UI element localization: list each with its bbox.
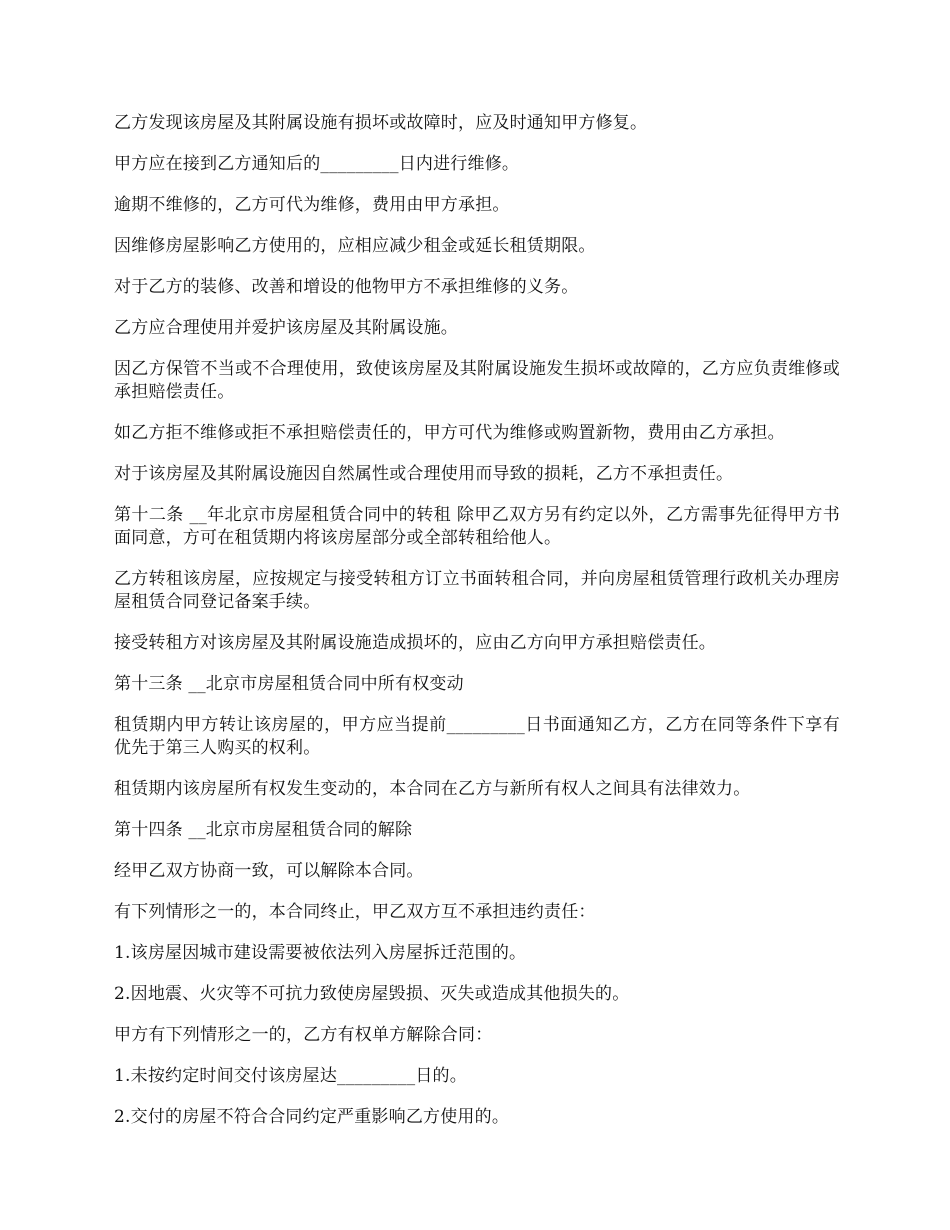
article-12-paragraph: 第十二条 __年北京市房屋租赁合同中的转租 除甲乙双方另有约定以外，乙方需事先征得甲方书面同意，方可在租赁期内将该房屋部分或全部转租给他人。: [114, 505, 840, 548]
paragraph: 经甲乙双方协商一致，可以解除本合同。: [114, 861, 424, 881]
paragraph: 对于该房屋及其附属设施因自然属性或合理使用而导致的损耗，乙方不承担责任。: [114, 464, 734, 484]
article-14-heading: 第十四条 __北京市房屋租赁合同的解除: [114, 820, 413, 840]
list-item: 2.因地震、火灾等不可抗力致使房屋毁损、灭失或造成其他损失的。: [114, 984, 630, 1004]
paragraph: 乙方应合理使用并爱护该房屋及其附属设施。: [114, 318, 458, 338]
article-13-heading: 第十三条 __北京市房屋租赁合同中所有权变动: [114, 674, 464, 694]
paragraph: 甲方有下列情形之一的，乙方有权单方解除合同：: [114, 1025, 493, 1045]
list-item: 2.交付的房屋不符合合同约定严重影响乙方使用的。: [114, 1107, 510, 1127]
list-item: 1.该房屋因城市建设需要被依法列入房屋拆迁范围的。: [114, 943, 527, 963]
paragraph: 对于乙方的装修、改善和增设的他物甲方不承担维修的义务。: [114, 277, 579, 297]
paragraph: 租赁期内该房屋所有权发生变动的，本合同在乙方与新所有权人之间具有法律效力。: [114, 779, 751, 799]
paragraph: 有下列情形之一的，本合同终止，甲乙双方互不承担违约责任：: [114, 902, 596, 922]
paragraph: 接受转租方对该房屋及其附属设施造成损坏的，应由乙方向甲方承担赔偿责任。: [114, 633, 716, 653]
paragraph: 如乙方拒不维修或拒不承担赔偿责任的，甲方可代为维修或购置新物，费用由乙方承担。: [114, 423, 785, 443]
paragraph: 因维修房屋影响乙方使用的，应相应减少租金或延长租赁期限。: [114, 236, 596, 256]
paragraph: 逾期不维修的，乙方可代为维修，费用由甲方承担。: [114, 195, 510, 215]
paragraph: 乙方发现该房屋及其附属设施有损坏或故障时，应及时通知甲方修复。: [114, 113, 648, 133]
paragraph: 乙方转租该房屋，应按规定与接受转租方订立书面转租合同，并向房屋租赁管理行政机关办理房屋租赁合同登记备案手续。: [114, 569, 840, 612]
list-item: 1.未按约定时间交付该房屋达_________日的。: [114, 1066, 467, 1086]
paragraph: 甲方应在接到乙方通知后的_________日内进行维修。: [114, 154, 520, 174]
paragraph: 因乙方保管不当或不合理使用，致使该房屋及其附属设施发生损坏或故障的，乙方应负责维修或承担赔偿责任。: [114, 359, 840, 402]
paragraph: 租赁期内甲方转让该房屋的，甲方应当提前_________日书面通知乙方，乙方在同等条件下享有优先于第三人购买的权利。: [114, 715, 840, 758]
